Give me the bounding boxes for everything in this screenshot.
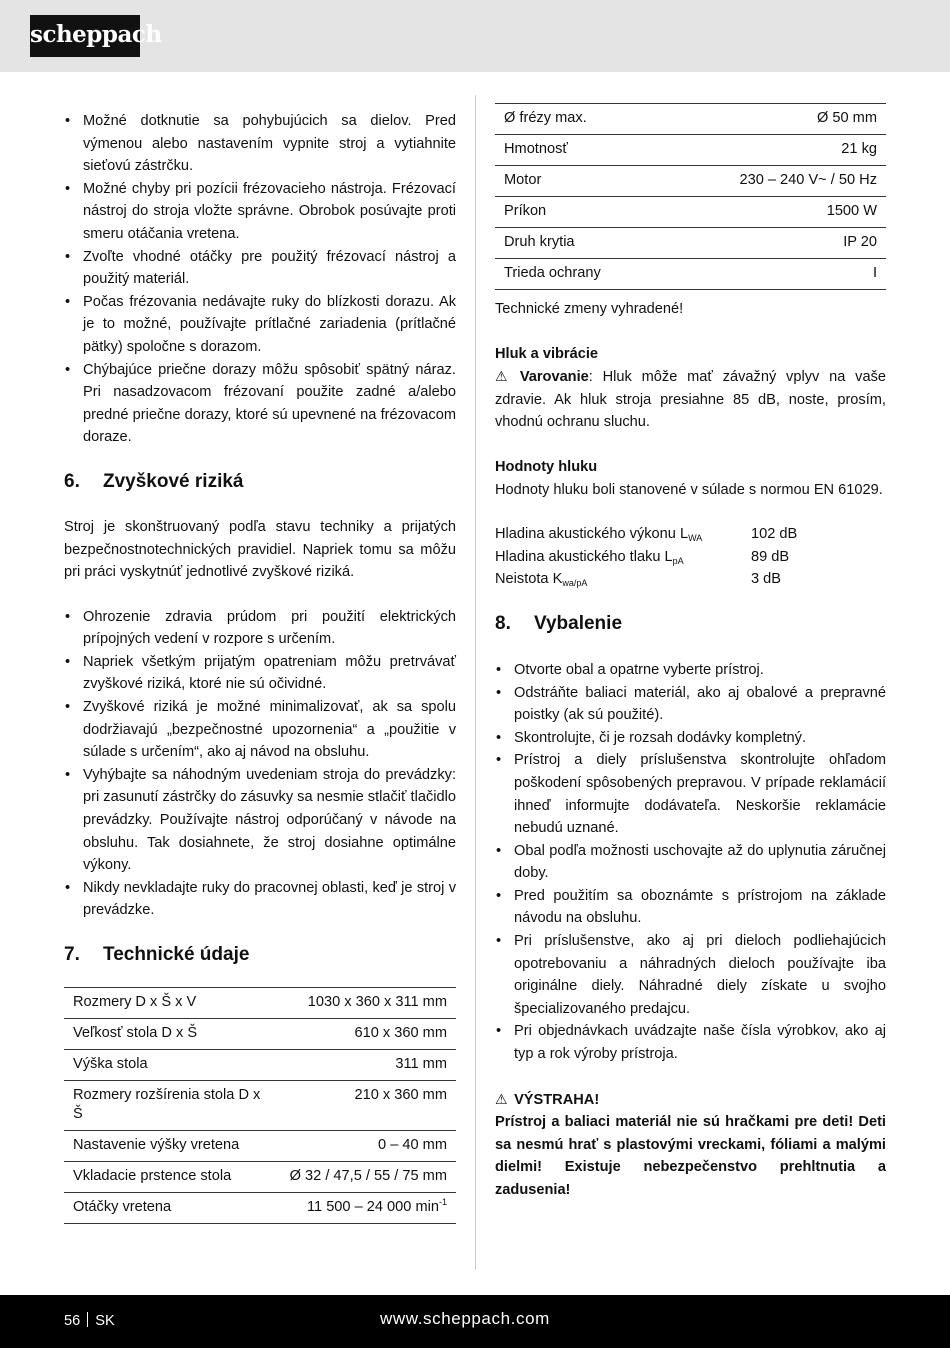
header-bar <box>0 0 950 72</box>
residual-risks-intro: Stroj je skonštruovaný podľa stavu techniky a prijatých bezpečnostnotechnických pravidiel. Napriek tomu sa môžu pri práci vyskytnúť jednotlivé zvyškové riziká. <box>64 518 456 581</box>
spec-label: Veľkosť stola D x Š <box>64 1019 274 1050</box>
page-indicator <box>64 1310 115 1333</box>
spec-label: Trieda ochrany <box>495 259 661 290</box>
noise-value: 3 dB <box>751 571 782 588</box>
safety-bullet-list <box>64 110 456 449</box>
warning-text: : Hluk môže mať závažný vplyv na vaše zdravie. Ak hluk stroja presiahne 85 dB, noste, prosím, vhodnú ochranu sluchu. <box>495 369 886 431</box>
warning-triangle-icon: ⚠ <box>495 368 508 385</box>
section-number: 7. <box>64 944 80 965</box>
list-item: • Napriek všetkým prijatým opatreniam môžu pretrvávať zvyškové riziká, ktoré nie sú očividné. <box>64 651 456 696</box>
list-item: • Ohrozenie zdravia prúdom pri použití elektrických prípojných vedení v rozpore s určením. <box>64 606 456 651</box>
noise-heading: Hluk a vibrácie <box>495 345 599 362</box>
caution-text: Prístroj a baliaci materiál nie sú hračkami pre deti! Deti sa nesmú hrať s plastovými vreckami, fóliami a malými dielmi! Existuje nebezpečenstvo prehltnutia a zadusenia! <box>495 1114 886 1198</box>
table-row <box>64 1081 456 1131</box>
noise-values-text: Hodnoty hluku boli stanovené v súlade s normou EN 61029. <box>495 481 883 498</box>
column-divider <box>475 95 476 1270</box>
spec-value: 210 x 360 mm <box>274 1081 456 1131</box>
list-item: • Chýbajúce priečne dorazy môžu spôsobiť spätný náraz. Pri nasadzovacom frézovaní použite zadné a/alebo predné priečne dorazy, ktoré sú upevnené na frézovacom doraze. <box>64 359 456 449</box>
spec-value: I <box>661 259 886 290</box>
list-item: • Pri príslušenstve, ako aj pri dieloch podliehajúcich opotrebovaniu a náhradných dieloch používajte iba originálne diely. Náhradné diely získate u svojho špecializovaného predajcu. <box>495 930 886 1020</box>
table-row <box>495 104 886 135</box>
table-row <box>495 228 886 259</box>
table-row <box>64 1131 456 1162</box>
noise-value: 89 dB <box>751 548 790 565</box>
technical-data-table-continued <box>495 103 886 290</box>
noise-label <box>495 568 751 591</box>
section-title: Zvyškové riziká <box>103 470 244 492</box>
noise-label-subscript: wa/pA <box>562 578 588 589</box>
noise-warning <box>495 365 886 434</box>
spec-label: Ø frézy max. <box>495 104 661 135</box>
table-row <box>64 1050 456 1081</box>
table-row <box>495 523 797 546</box>
spec-value: 0 – 40 mm <box>274 1131 456 1162</box>
table-row <box>64 988 456 1019</box>
spec-value <box>274 1193 456 1224</box>
noise-label-text: Neistota K <box>495 571 563 588</box>
list-item: • Počas frézovania nedávajte ruky do blízkosti dorazu. Ak je to možné, používajte prítlačné zariadenia (prítlačné pätky) spoločne s dorazom. <box>64 291 456 359</box>
spec-label: Výška stola <box>64 1050 274 1081</box>
website-url: www.scheppach.com <box>380 1309 550 1328</box>
table-row <box>495 135 886 166</box>
spec-label: Nastavenie výšky vretena <box>64 1131 274 1162</box>
warning-triangle-icon: ⚠ <box>495 1090 508 1107</box>
noise-values-table <box>495 523 797 591</box>
list-item: • Vyhýbajte sa náhodným uvedeniam stroja do prevádzky: pri zasunutí zástrčky do zásuvky sa nesmie stlačiť tlačidlo prevádzky. Používajte nástroj odporúčaný v návode na obsluhu. Tak dosiahnete, že stroj dosiahne optimálne výkony. <box>64 764 456 877</box>
table-row <box>495 546 797 569</box>
page-number: 56 <box>64 1313 81 1329</box>
left-column <box>64 110 456 1224</box>
noise-label-text: Hladina akustického tlaku L <box>495 548 673 565</box>
noise-values-heading: Hodnoty hluku <box>495 458 598 475</box>
right-column <box>495 103 886 1202</box>
list-item: • Zvoľte vhodné otáčky pre použitý frézovací nástroj a použitý materiál. <box>64 246 456 291</box>
section-title: Vybalenie <box>534 612 623 634</box>
spec-value: Ø 32 / 47,5 / 55 / 75 mm <box>274 1162 456 1193</box>
page-separator <box>87 1312 88 1327</box>
table-row <box>495 166 886 197</box>
technical-data-table <box>64 987 456 1224</box>
spec-label: Hmotnosť <box>495 135 661 166</box>
list-item: • Zvyškové riziká je možné minimalizovať, ak sa spolu dodržiavajú „bezpečnostné upozornenia“ a „použitie v súlade s určením“, ako aj návod na obsluhu. <box>64 696 456 764</box>
spec-value: 311 mm <box>274 1050 456 1081</box>
warning-label: Varovanie <box>519 369 589 386</box>
list-item: • Nikdy nevkladajte ruky do pracovnej oblasti, keď je stroj v prevádzke. <box>64 877 456 922</box>
list-item: • Odstráňte baliaci materiál, ako aj obalové a prepravné poistky (ak sú použité). <box>495 682 886 727</box>
section-8-heading <box>495 612 886 636</box>
spec-value: 610 x 360 mm <box>274 1019 456 1050</box>
scheppach-logo: scheppach <box>30 15 140 57</box>
section-6-heading <box>64 470 456 494</box>
spec-label: Vkladacie prstence stola <box>64 1162 274 1193</box>
noise-label-subscript: WA <box>688 533 703 544</box>
spec-value: 230 – 240 V~ / 50 Hz <box>661 166 886 197</box>
list-item: • Skontrolujte, či je rozsah dodávky kompletný. <box>495 727 886 750</box>
list-item: • Možné dotknutie sa pohybujúcich sa dielov. Pred výmenou alebo nastavením vypnite stroj a vytiahnite sieťovú zástrčku. <box>64 110 456 178</box>
table-row <box>495 259 886 290</box>
section-number: 6. <box>64 470 80 492</box>
list-item: • Pri objednávkach uvádzajte naše čísla výrobkov, ako aj typ a rok výroby prístroja. <box>495 1020 886 1065</box>
spec-label: Rozmery D x Š x V <box>64 988 274 1019</box>
noise-value: 102 dB <box>751 526 798 543</box>
speed-unit-exponent: -1 <box>438 1197 447 1207</box>
noise-label <box>495 546 751 569</box>
section-7-heading <box>64 943 456 967</box>
list-item: • Možné chyby pri pozícii frézovacieho nástroja. Frézovací nástroj do stroja vložte správne. Obrobok posúvajte proti smeru otáčania vretena. <box>64 178 456 246</box>
footer-bar <box>0 1295 950 1348</box>
spec-label: Rozmery rozšírenia stola D x Š <box>64 1081 274 1131</box>
caution-title: VÝSTRAHA! <box>514 1091 600 1108</box>
spec-value: 1500 W <box>661 197 886 228</box>
spec-value: 1030 x 360 x 311 mm <box>274 988 456 1019</box>
table-row <box>495 568 797 591</box>
list-item: • Otvorte obal a opatrne vyberte prístroj. <box>495 659 886 682</box>
spec-value: IP 20 <box>661 228 886 259</box>
residual-risks-list <box>64 606 456 922</box>
list-item: • Obal podľa možnosti uschovajte až do uplynutia záručnej doby. <box>495 840 886 885</box>
noise-label <box>495 523 751 546</box>
changes-note: Technické zmeny vyhradené! <box>495 301 684 317</box>
unpacking-list <box>495 659 886 1066</box>
spec-label: Druh krytia <box>495 228 661 259</box>
section-title: Technické údaje <box>103 944 250 965</box>
spec-label: Motor <box>495 166 661 197</box>
spec-value: Ø 50 mm <box>661 104 886 135</box>
table-row <box>64 1162 456 1193</box>
list-item: • Prístroj a diely príslušenstva skontrolujte ohľadom poškodení spôsobených prepravou. V prípade reklamácií ihneď informujte dodávateľa. Neskoršie reklamácie nebudú uznané. <box>495 749 886 839</box>
language-code: SK <box>95 1313 115 1329</box>
table-row <box>64 1193 456 1224</box>
caution-heading <box>495 1088 886 1112</box>
noise-label-text: Hladina akustického výkonu L <box>495 526 689 543</box>
noise-label-subscript: pA <box>672 555 684 566</box>
list-item: • Pred použitím sa oboznámte s prístrojom na základe návodu na obsluhu. <box>495 885 886 930</box>
spec-label: Príkon <box>495 197 661 228</box>
spec-value: 21 kg <box>661 135 886 166</box>
spec-label: Otáčky vretena <box>64 1193 274 1224</box>
section-number: 8. <box>495 612 511 634</box>
speed-value: 11 500 – 24 000 min <box>306 1199 439 1215</box>
table-row <box>495 197 886 228</box>
table-row <box>64 1019 456 1050</box>
